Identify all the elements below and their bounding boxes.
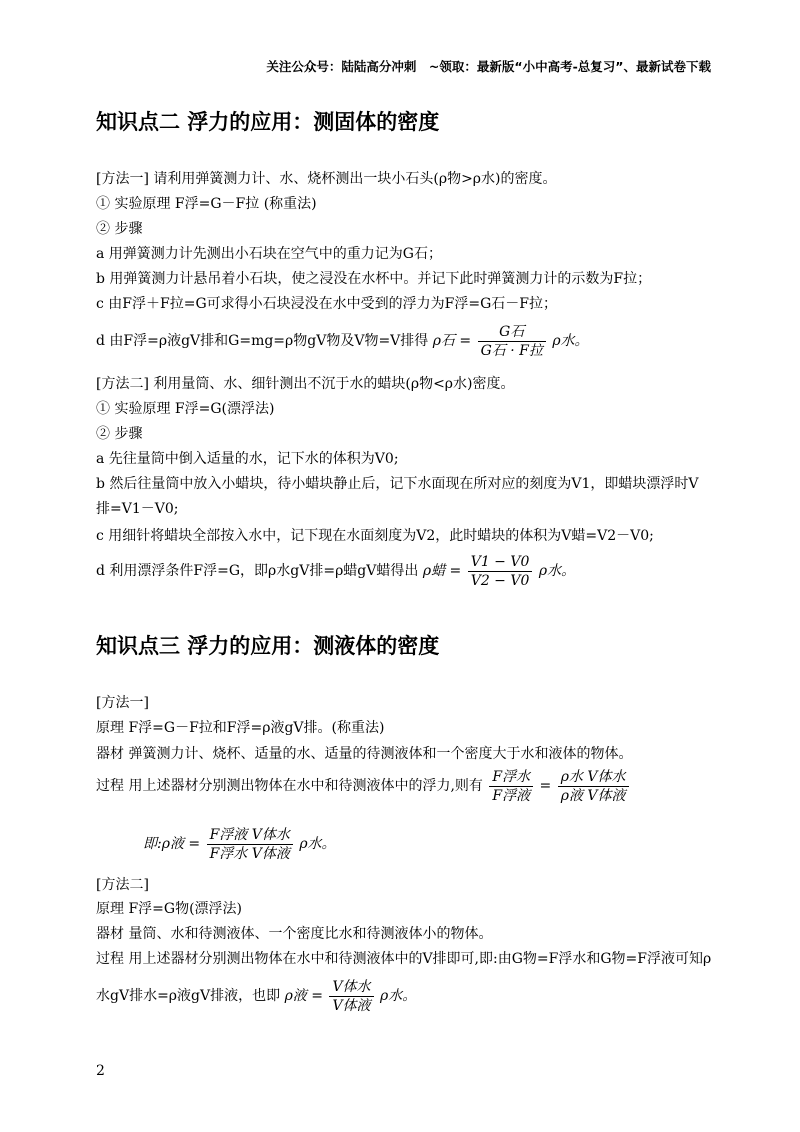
fraction-denominator: ρ液 V体液 <box>560 787 626 804</box>
formula-text: d 利用漂浮条件F浮=G，即ρ水gV排=ρ蜡gV蜡得出 <box>96 563 419 579</box>
formula-line-process: 过程 用上述器材分别测出物体在水中和待测液体中的浮力,则有 F浮水 F浮液 = ρ水 V体水 ρ液 V体液 <box>96 768 631 804</box>
text-line: 原理 F浮=G－F拉和F浮=ρ液gV排。(称重法) <box>96 720 385 736</box>
method-label: [方法一] <box>96 695 149 711</box>
text-line: [方法一] 请利用弹簧测力计、水、烧杯测出一块小石头(ρ物>ρ水)的密度。 <box>96 171 557 187</box>
text-line: ② 步骤 <box>96 221 143 237</box>
fraction <box>207 827 293 862</box>
fraction <box>468 554 533 589</box>
formula-text: d 由F浮=ρ液gV排和G=mg=ρ物gV物及V物=V排得 <box>96 333 429 349</box>
text-line: ② 步骤 <box>96 426 143 442</box>
formula-lhs: ρ石 = <box>432 333 472 349</box>
fraction-numerator: V体水 <box>329 979 373 997</box>
text-line: b 用弹簧测力计悬吊着小石块，使之浸没在水杯中。并记下此时弹簧测力计的示数为F拉； <box>96 271 652 287</box>
section-title-3: 知识点三 浮力的应用：测液体的密度 <box>96 634 440 658</box>
text-line: a 先往量筒中倒入适量的水，记下水的体积为V0; <box>96 451 399 467</box>
page-header: 关注公众号：陆陆高分冲刺 ~领取：最新版“小中高考-总复习”、最新试卷下载 <box>266 59 711 74</box>
fraction <box>489 769 533 804</box>
formula-line-rho-stone <box>96 323 589 359</box>
fraction-numerator: F浮液 V体水 <box>207 827 293 845</box>
formula-text: 过程 用上述器材分别测出物体在水中和待测液体中的浮力,则有 <box>96 778 483 794</box>
formula-lhs: ρ蜡 = <box>422 563 462 579</box>
formula-line-rho-wax <box>96 553 575 589</box>
formula-tail: ρ水。 <box>299 836 336 852</box>
fraction-denominator: F浮水 V体液 <box>209 845 290 862</box>
formula-tail: ρ水。 <box>538 563 576 579</box>
fraction-numerator: F浮水 <box>489 769 533 787</box>
section-title-2: 知识点二 浮力的应用：测固体的密度 <box>96 110 440 134</box>
fraction <box>329 979 373 1014</box>
formula-text: 水gV排水=ρ液gV排液，也即 <box>96 988 281 1004</box>
text-line: 器材 量筒、水和待测液体、一个密度比水和待测液体小的物体。 <box>96 926 493 942</box>
formula-line-result <box>143 826 336 862</box>
text-line: [方法二] 利用量筒、水、细针测出不沉于水的蜡块(ρ物<ρ水)密度。 <box>96 376 515 392</box>
fraction-denominator: V2 − V0 <box>470 572 530 589</box>
text-line: c 由F浮＋F拉=G可求得小石块浸没在水中受到的浮力为F浮=G石－F拉； <box>96 296 557 312</box>
page-number: 2 <box>96 1063 105 1079</box>
text-line: a 用弹簧测力计先测出小石块在空气中的重力记为G石； <box>96 246 442 262</box>
fraction-numerator: G石 <box>478 324 546 342</box>
formula-tail: ρ水。 <box>552 333 589 349</box>
formula-lhs: 即:ρ液 = <box>143 836 201 852</box>
method-label: [方法二] <box>96 877 149 893</box>
formula-lhs: ρ液 = <box>284 988 323 1004</box>
formula-line-method2 <box>96 978 416 1014</box>
text-line: 原理 F浮=G物(漂浮法) <box>96 901 243 917</box>
fraction-denominator: V体液 <box>332 997 371 1014</box>
fraction-denominator: F浮液 <box>492 787 531 804</box>
text-line: 过程 用上述器材分别测出物体在水中和待测液体中的V排即可,即:由G物=F浮水和G物=F浮液可知ρ <box>96 951 712 967</box>
text-line: ① 实验原理 F浮=G(漂浮法) <box>96 401 275 417</box>
text-line: c 用细针将蜡块全部按入水中，记下现在水面刻度为V2，此时蜡块的体积为V蜡=V2－V0; <box>96 528 654 544</box>
fraction-numerator: ρ水 V体水 <box>558 769 629 787</box>
text-line: 排=V1－V0; <box>96 501 179 517</box>
text-line: b 然后往量筒中放入小蜡块，待小蜡块静止后，记下水面现在所对应的刻度为V1，即蜡块漂浮时V <box>96 476 699 492</box>
text-line: 器材 弹簧测力计、烧杯、适量的水、适量的待测液体和一个密度大于水和液体的物体。 <box>96 746 633 762</box>
fraction <box>558 769 629 804</box>
text-line: ① 实验原理 F浮=G－F拉 (称重法) <box>96 196 317 212</box>
fraction-numerator: V1 − V0 <box>468 554 533 572</box>
formula-tail: ρ水。 <box>380 988 417 1004</box>
fraction-denominator: G石 · F拉 <box>480 342 543 359</box>
fraction <box>478 324 546 359</box>
